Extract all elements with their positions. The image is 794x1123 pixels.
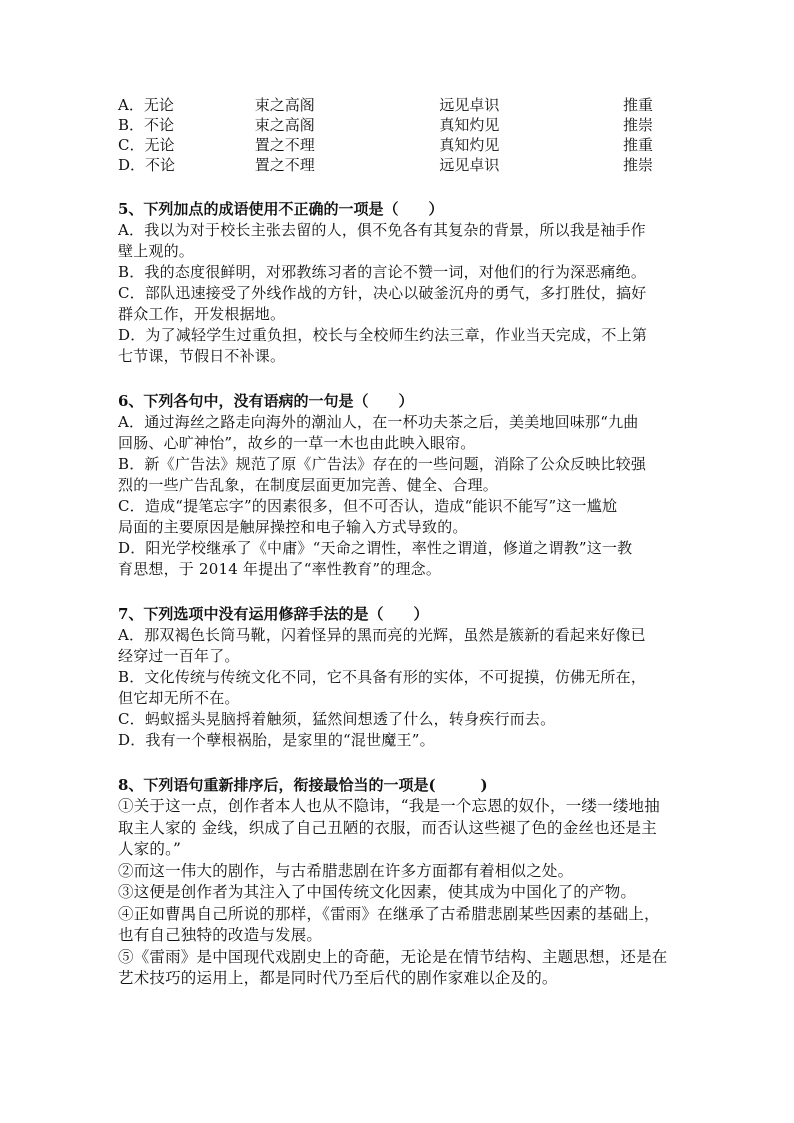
question-text-line: 育思想，于 2014 年提出了“率性教育”的理念。 [118, 560, 442, 578]
question-text-line: 局面的主要原因是触屏操控和电子输入方式导致的。 [118, 518, 468, 536]
question-title: 8、下列语句重新排序后，衔接最恰当的一项是( ) [118, 776, 488, 794]
question-text-line: D．我有一个孽根祸胎，是家里的“混世魔王”。 [118, 731, 435, 749]
option-cell: 推重 [623, 96, 654, 114]
question-title: 5、下列加点的成语使用不正确的一项是（ ） [118, 200, 444, 218]
question-text-line: 七节课，节假日不补课。 [118, 347, 286, 365]
option-cell: 推崇 [623, 156, 654, 174]
question-text-line: A．通过海丝之路走向海外的潮汕人，在一杯功夫茶之后，美美地回味那“九曲 [118, 413, 639, 431]
question-text-line: A．那双褐色长筒马靴，闪着怪异的黑而亮的光辉，虽然是簇新的看起来好像已 [118, 626, 646, 644]
option-cell: 远见卓识 [439, 156, 500, 174]
question-text-line: A．我以为对于校长主张去留的人，俱不免各有其复杂的背景，所以我是袖手作 [118, 221, 646, 239]
option-cell: 推崇 [623, 116, 654, 134]
question-text-line: ①关于这一点，创作者本人也从不隐讳，“我是一个忘恩的奴仆，一缕一缕地抽 [118, 797, 660, 815]
question-title: 7、下列选项中没有运用修辞手法的是（ ） [118, 605, 429, 623]
option-cell: 束之高阁 [254, 116, 315, 134]
option-cell: 置之不理 [254, 136, 315, 154]
document-page [118, 95, 683, 990]
question-text-line: ②而这一伟大的剧作，与古希腊悲剧在许多方面都有着相似之处。 [118, 861, 574, 880]
option-cell: A．无论 [118, 96, 174, 114]
question-text-line: B．我的态度很鲜明，对邪教练习者的言论不赞一词，对他们的行为深恶痛绝。 [118, 263, 647, 281]
option-cell: 推重 [623, 136, 654, 154]
question-text-line: 经穿过一百年了。 [118, 647, 240, 665]
question-text-line: C．部队迅速接受了外线作战的方针，决心以破釜沉舟的勇气，多打胜仗，搞好 [118, 284, 647, 302]
question-text-line: 人家的。” [118, 840, 182, 858]
question-text-line: C．蚂蚁摇头晃脑捋着触须，猛然间想透了什么，转身疾行而去。 [118, 710, 556, 728]
question-title: 6、下列各句中，没有语病的一句是（ ） [118, 392, 414, 410]
q4-option-row-a [118, 95, 683, 115]
option-cell: 束之高阁 [254, 96, 315, 114]
question-text-line: 但它却无所不在。 [118, 689, 240, 707]
question-text-line: 群众工作，开发根据地。 [118, 305, 286, 323]
question-text-line: D．阳光学校继承了《中庸》“天命之谓性，率性之谓道，修道之谓教”这一教 [118, 539, 633, 557]
question-text-line: D．为了减轻学生过重负担，校长与全校师生约法三章，作业当天完成，不上第 [118, 326, 648, 344]
question-text-line: 壁上观的。 [118, 242, 195, 260]
question-text-line: C．造成“提笔忘字”的因素很多，但不可否认，造成“能识不能写”这一尴尬 [118, 497, 618, 515]
question-text-line: ④正如曹禺自己所说的那样，《雷雨》在继承了古希腊悲剧某些因素的基础上， [118, 904, 660, 923]
option-cell: D．不论 [118, 156, 176, 174]
question-text-line: 回肠、心旷神怡”，故乡的一草一木也由此映入眼帘。 [118, 434, 476, 452]
question-7 [118, 604, 683, 751]
question-8 [118, 775, 683, 990]
option-cell: B．不论 [118, 116, 175, 134]
q4-options-table [118, 95, 683, 175]
question-text-line: B．新《广告法》规范了原《广告法》存在的一些问题，消除了公众反映比较强 [118, 455, 647, 473]
question-text-line: 也有自己独特的改造与发展。 [118, 926, 323, 944]
question-text-line: B．文化传统与传统文化不同，它不具备有形的实体，不可捉摸，仿佛无所在， [118, 668, 647, 686]
question-text-line: ⑤《雷雨》是中国现代戏剧史上的奇葩，无论是在情节结构、主题思想，还是在 [118, 947, 668, 966]
question-text-line: 烈的一些广告乱象，在制度层面更加完善、健全、合理。 [118, 476, 499, 494]
question-text-line: 取主人家的 金线，织成了自己丑陋的衣服，而否认这些褪了色的金丝也还是主 [118, 818, 657, 837]
question-text-line: 艺术技巧的运用上，都是同时代乃至后代的剧作家难以企及的。 [118, 969, 558, 987]
option-cell: 置之不理 [254, 156, 315, 174]
q4-option-row-d [118, 155, 683, 175]
q4-option-row-b [118, 115, 683, 135]
question-5 [118, 199, 683, 367]
option-cell: 远见卓识 [439, 96, 500, 114]
question-6 [118, 391, 683, 580]
option-cell: C．无论 [118, 136, 175, 154]
question-text-line: ③这便是创作者为其注入了中国传统文化因素，使其成为中国化了的产物。 [118, 883, 637, 901]
option-cell: 真知灼见 [439, 136, 500, 154]
option-cell: 真知灼见 [439, 116, 500, 134]
q4-option-row-c [118, 135, 683, 155]
